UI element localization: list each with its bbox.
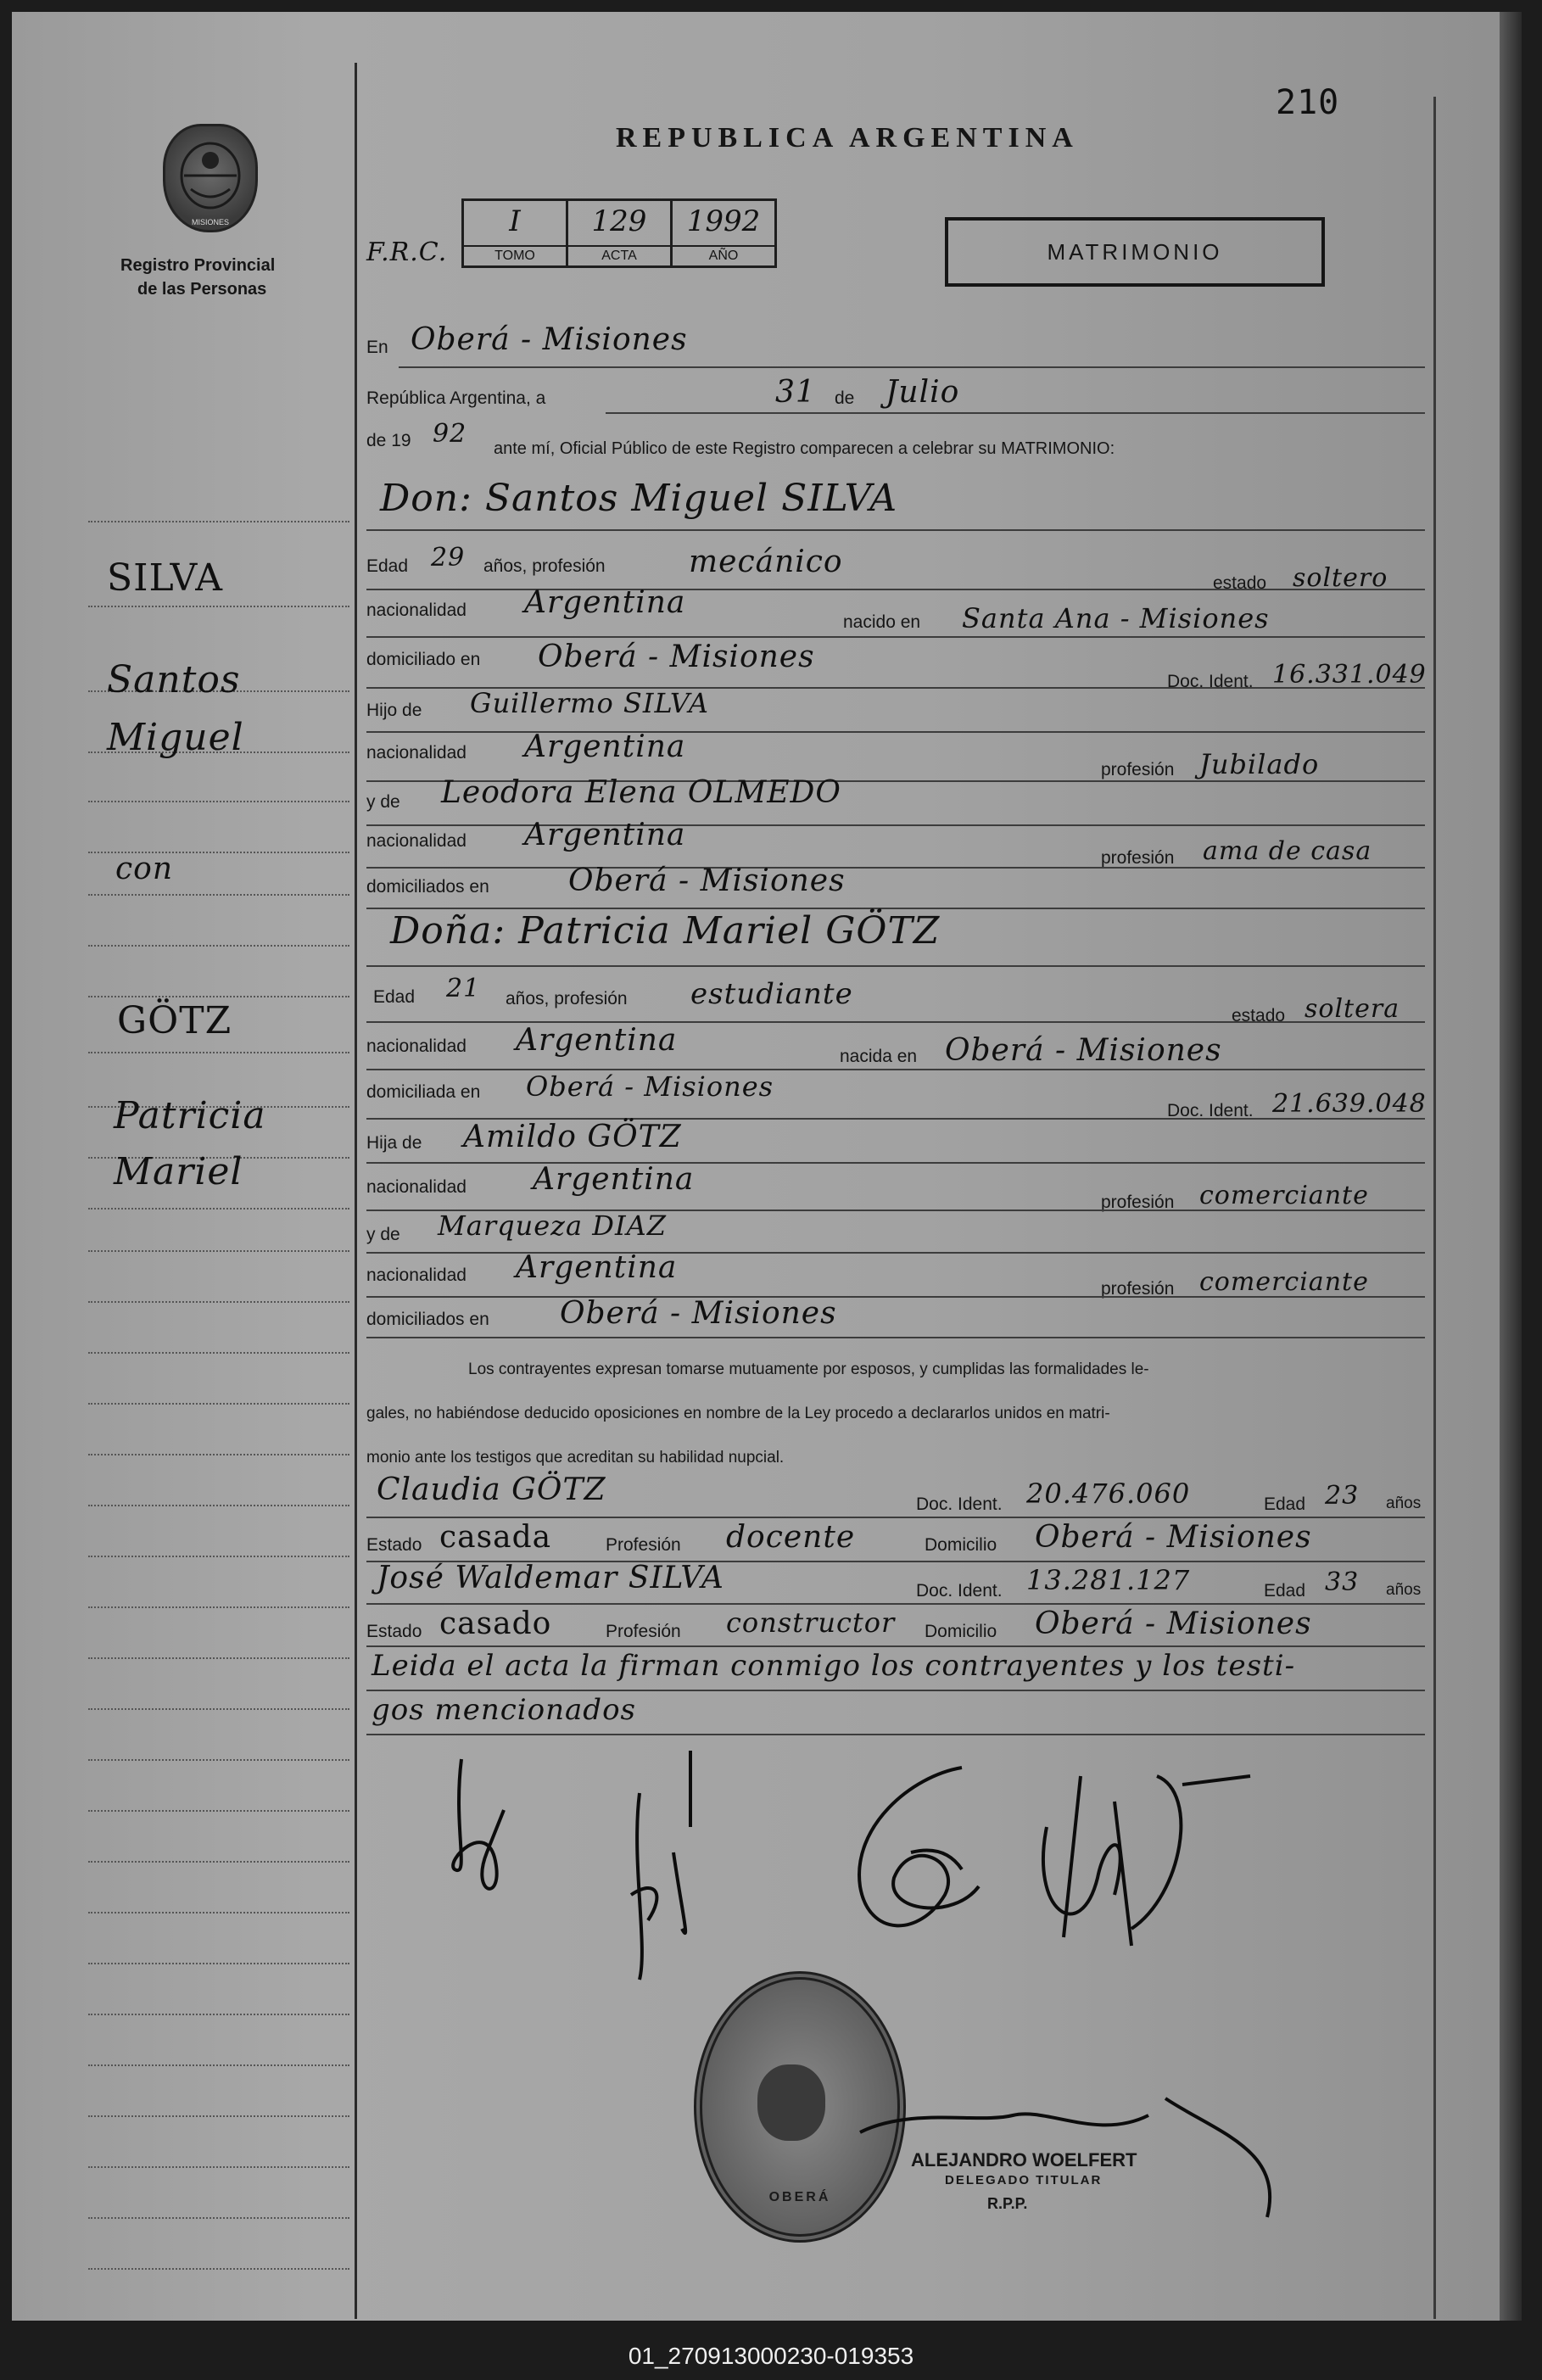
- bride-parents-dom: Oberá - Misiones: [560, 1296, 837, 1331]
- groom-father: Guillermo SILVA: [470, 687, 709, 719]
- ano-value: 1992: [686, 204, 761, 238]
- declaration-line1: Los contrayentes expresan tomarse mutuamente por esposos, y cumplidas las formalidades le-: [468, 1360, 1149, 1378]
- bride-domicile: Oberá - Misiones: [526, 1070, 774, 1103]
- witness2-age: 33: [1325, 1567, 1360, 1597]
- margin-line: [88, 2014, 349, 2015]
- margin-line: [88, 996, 349, 997]
- margin-line: [88, 1403, 349, 1405]
- margin-connector: con: [115, 852, 174, 886]
- witness1-estado: casada: [439, 1520, 552, 1555]
- field-line: [366, 1517, 1425, 1518]
- appearance-text: ante mí, Oficial Público de este Registro comparecen a celebrar su MATRIMONIO:: [494, 439, 1115, 458]
- margin-line: [88, 1250, 349, 1252]
- margin-line: [88, 2268, 349, 2270]
- seal-text: MISIONES: [191, 218, 229, 226]
- groom-age-label: Edad: [366, 556, 409, 576]
- de-label: de: [835, 388, 855, 408]
- groom-mother-nat: Argentina: [524, 818, 686, 852]
- bride-doc-label: Doc. Ident.: [1167, 1101, 1254, 1120]
- margin-line: [88, 2217, 349, 2219]
- ano-box: [673, 201, 774, 265]
- officer-title: DELEGADO TITULAR: [945, 2173, 1103, 2187]
- witness1-domicile: Oberá - Misiones: [1035, 1520, 1312, 1555]
- bride-age-label: Edad: [373, 987, 416, 1007]
- signature-witness2: [1043, 1776, 1250, 1946]
- margin-line: [88, 2115, 349, 2117]
- margin-line: [88, 1352, 349, 1354]
- closing-line1: Leida el acta la firman conmigo los contrayentes y los testi-: [372, 1649, 1296, 1683]
- document-page: [12, 12, 1522, 2321]
- stamp-emblem: [757, 2064, 825, 2141]
- groom-civil-label: estado: [1213, 573, 1267, 593]
- groom-birthplace: Santa Ana - Misiones: [962, 602, 1270, 634]
- margin-line: [88, 801, 349, 802]
- groom-profession: mecánico: [689, 545, 843, 579]
- witness1-age-suffix: años: [1386, 1494, 1422, 1512]
- tomo-value: I: [509, 204, 521, 238]
- margin-groom-given-1: Santos: [107, 658, 241, 701]
- witness2-name: José Waldemar SILVA: [377, 1561, 724, 1595]
- record-boxes: [461, 198, 777, 268]
- bride-parents-dom-label: domiciliados en: [366, 1310, 489, 1329]
- witness1-dom-label: Domicilio: [925, 1535, 997, 1555]
- field-line: [366, 1645, 1425, 1647]
- bride-doc: 21.639.048: [1272, 1089, 1427, 1119]
- field-line: [366, 867, 1425, 869]
- field-line: [366, 1690, 1425, 1691]
- acta-box: [568, 201, 673, 265]
- right-rule: [1433, 97, 1436, 2319]
- footer-id: 01_270913000230-019353: [628, 2343, 914, 2369]
- margin-bride-given-2: Mariel: [114, 1150, 243, 1193]
- bride-mother-prof-label: profesión: [1101, 1279, 1175, 1299]
- coat-of-arms-icon: [165, 126, 255, 230]
- bride-birthplace: Oberá - Misiones: [945, 1033, 1222, 1068]
- margin-line: [88, 1912, 349, 1913]
- bride-nationality: Argentina: [516, 1023, 678, 1058]
- witness2-prof-label: Profesión: [606, 1622, 681, 1641]
- bride-father-label: Hija de: [366, 1133, 422, 1153]
- field-line: [606, 412, 1425, 414]
- bride-mother-nat: Argentina: [516, 1250, 678, 1285]
- bride-nat-label: nacionalidad: [366, 1036, 467, 1056]
- bride-father-prof-label: profesión: [1101, 1193, 1175, 1212]
- signature-witness1: [859, 1768, 979, 1925]
- groom-doc-label: Doc. Ident.: [1167, 672, 1254, 691]
- witness2-estado-label: Estado: [366, 1622, 422, 1641]
- signature-groom: [453, 1759, 504, 1889]
- acta-value: 129: [591, 204, 647, 238]
- bride-mother-prof: comerciante: [1199, 1267, 1369, 1297]
- groom-mother-prof-label: profesión: [1101, 848, 1175, 868]
- field-line: [399, 366, 1425, 368]
- margin-line: [88, 1861, 349, 1863]
- groom-mother-nat-label: nacionalidad: [366, 831, 467, 851]
- closing-line2: gos mencionados: [372, 1693, 636, 1727]
- field-line: [366, 1296, 1425, 1298]
- witness1-prof-label: Profesión: [606, 1535, 681, 1555]
- page-edge: [1500, 12, 1522, 2321]
- margin-line: [88, 1759, 349, 1761]
- margin-line: [88, 606, 349, 607]
- groom-father-nat-label: nacionalidad: [366, 743, 467, 763]
- bride-civil-status: soltera: [1305, 994, 1400, 1024]
- signatures: [436, 1725, 1335, 2031]
- field-line: [366, 965, 1425, 967]
- margin-line: [88, 945, 349, 947]
- registry-line1: Registro Provincial: [120, 256, 276, 275]
- tomo-box: [464, 201, 568, 265]
- bride-profession: estudiante: [690, 977, 853, 1011]
- witness1-age-label: Edad: [1264, 1494, 1306, 1514]
- witness1-age: 23: [1325, 1481, 1360, 1511]
- bride-name: Doña: Patricia Mariel GÖTZ: [390, 909, 941, 953]
- margin-line: [88, 1606, 349, 1608]
- frc-label: F.R.C.: [366, 237, 448, 267]
- groom-name: Don: Santos Miguel SILVA: [380, 477, 898, 520]
- groom-doc: 16.331.049: [1272, 660, 1427, 690]
- field-line: [366, 636, 1425, 638]
- field-line: [366, 529, 1425, 531]
- stamp-text: OBERÁ: [768, 2190, 831, 2204]
- declaration-line3: monio ante los testigos que acreditan su habilidad nupcial.: [366, 1449, 785, 1467]
- groom-parents-dom: Oberá - Misiones: [568, 863, 846, 898]
- margin-line: [88, 1208, 349, 1210]
- margin-bride-surname: GÖTZ: [117, 999, 232, 1042]
- margin-line: [88, 2064, 349, 2066]
- groom-mother: Leodora Elena OLMEDO: [441, 775, 841, 810]
- margin-groom-surname: SILVA: [107, 556, 224, 600]
- witness2-age-label: Edad: [1264, 1581, 1306, 1601]
- witness2-doc: 13.281.127: [1026, 1564, 1191, 1596]
- margin-line: [88, 894, 349, 896]
- registry-seal: [163, 124, 258, 232]
- groom-parents-dom-label: domiciliados en: [366, 877, 489, 897]
- witness1-profession: docente: [726, 1520, 856, 1555]
- groom-age-suffix: años, profesión: [483, 556, 606, 576]
- bride-civil-label: estado: [1232, 1006, 1286, 1025]
- field-line: [366, 1337, 1425, 1338]
- groom-father-label: Hijo de: [366, 701, 422, 720]
- groom-nationality: Argentina: [524, 585, 686, 620]
- margin-groom-given-2: Miguel: [107, 716, 244, 759]
- witness2-doc-label: Doc. Ident.: [916, 1581, 1003, 1601]
- margin-bride-given-1: Patricia: [114, 1094, 266, 1137]
- margin-line: [88, 1454, 349, 1455]
- groom-civil-status: soltero: [1293, 563, 1388, 593]
- groom-age: 29: [431, 543, 466, 573]
- ano-caption: AÑO: [673, 245, 774, 265]
- witness2-age-suffix: años: [1386, 1581, 1422, 1599]
- field-line: [366, 1603, 1425, 1605]
- tomo-caption: TOMO: [464, 245, 566, 265]
- registry-line2: de las Personas: [137, 280, 267, 299]
- officer-name: ALEJANDRO WOELFERT: [911, 2149, 1137, 2170]
- groom-father-prof-label: profesión: [1101, 760, 1175, 779]
- bride-age: 21: [446, 974, 481, 1003]
- bride-father: Amildo GÖTZ: [463, 1120, 682, 1154]
- officer-abbr: R.P.P.: [987, 2195, 1028, 2212]
- bride-born-label: nacida en: [840, 1047, 918, 1066]
- bride-father-nat: Argentina: [533, 1162, 695, 1197]
- margin-line: [88, 1708, 349, 1710]
- groom-nat-label: nacionalidad: [366, 601, 467, 620]
- witness2-domicile: Oberá - Misiones: [1035, 1606, 1312, 1641]
- witness1-estado-label: Estado: [366, 1535, 422, 1555]
- year-prefix: de 19: [366, 431, 411, 450]
- record-type-box: MATRIMONIO: [945, 217, 1325, 287]
- field-line: [366, 1162, 1425, 1164]
- signature-bride: [631, 1751, 690, 1980]
- acta-caption: ACTA: [568, 245, 670, 265]
- margin-line: [88, 1963, 349, 1964]
- margin-line: [88, 1556, 349, 1557]
- witness1-doc: 20.476.060: [1026, 1478, 1191, 1510]
- declaration-line2: gales, no habiéndose deducido oposiciones en nombre de la Ley procedo a declararlos unidos en matri-: [366, 1405, 1110, 1422]
- year-suffix: 92: [433, 419, 467, 449]
- day: 31: [775, 375, 816, 410]
- bride-mother-label: y de: [366, 1225, 400, 1244]
- margin-line: [88, 1301, 349, 1303]
- witness2-estado: casado: [439, 1606, 552, 1641]
- groom-born-label: nacido en: [843, 612, 921, 632]
- republic-label: República Argentina, a: [366, 388, 546, 408]
- margin-line: [88, 1505, 349, 1506]
- page-number: 210: [1276, 83, 1340, 122]
- groom-domicile: Oberá - Misiones: [538, 640, 815, 674]
- margin-line: [88, 2166, 349, 2168]
- margin-rule: [355, 63, 357, 2319]
- groom-dom-label: domiciliado en: [366, 650, 481, 669]
- groom-mother-label: y de: [366, 792, 400, 812]
- bride-mother: Marqueza DIAZ: [438, 1210, 667, 1242]
- margin-line: [88, 1657, 349, 1659]
- groom-mother-prof: ama de casa: [1203, 836, 1372, 866]
- witness1-name: Claudia GÖTZ: [377, 1472, 606, 1507]
- witness2-profession: constructor: [726, 1606, 896, 1639]
- bride-father-nat-label: nacionalidad: [366, 1177, 467, 1197]
- witness1-doc-label: Doc. Ident.: [916, 1494, 1003, 1514]
- margin-line: [88, 1052, 349, 1053]
- margin-line: [88, 1810, 349, 1812]
- bride-dom-label: domiciliada en: [366, 1082, 481, 1102]
- bride-mother-nat-label: nacionalidad: [366, 1265, 467, 1285]
- groom-father-nat: Argentina: [524, 729, 686, 764]
- bride-father-prof: comerciante: [1199, 1181, 1369, 1210]
- witness2-dom-label: Domicilio: [925, 1622, 997, 1641]
- bride-age-suffix: años, profesión: [506, 989, 628, 1008]
- en-label: En: [366, 338, 388, 357]
- month: Julio: [886, 375, 960, 410]
- margin-line: [88, 521, 349, 522]
- place: Oberá - Misiones: [411, 322, 688, 357]
- country-title: REPUBLICA ARGENTINA: [616, 122, 1079, 154]
- groom-father-prof: Jubilado: [1199, 748, 1320, 780]
